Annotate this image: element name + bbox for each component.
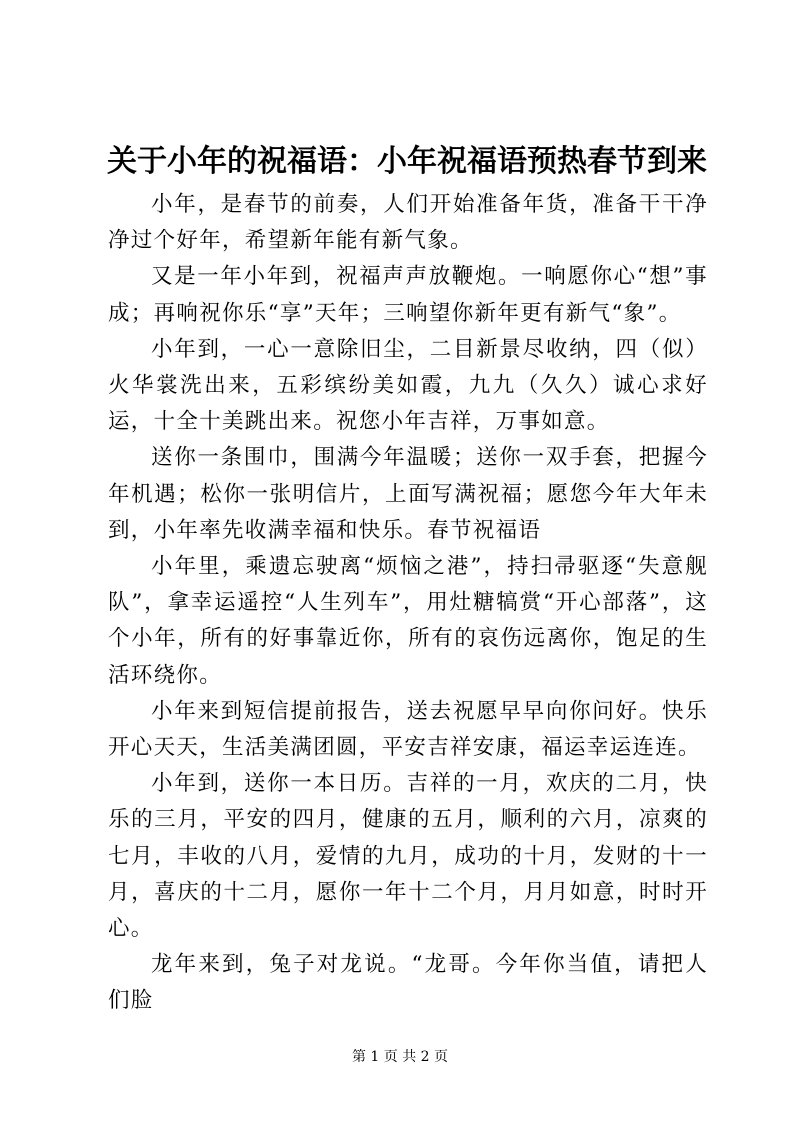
paragraph: 小年到，一心一意除旧尘，二目新景尽收纳，四（似）火华裳洗出来，五彩缤纷美如霞，九九（久久）诚心求好运，十全十美跳出来。祝您小年吉祥，万事如意。 (108, 336, 708, 435)
page-number: 第 1 页 共 2 页 (351, 1049, 449, 1065)
paragraph: 又是一年小年到，祝福声声放鞭炮。一响愿你心“想”事成；再响祝你乐“享”天年；三响望你新年更有新气“象”。 (108, 264, 708, 326)
paragraph: 小年到，送你一本日历。吉祥的一月，欢庆的二月，快乐的三月，平安的四月，健康的五月，顺利的六月，凉爽的七月，丰收的八月，爱情的九月，成功的十月，发财的十一月，喜庆的十二月，愿你一年十二个月，月月如意，时时开心。 (108, 771, 708, 942)
paragraph: 送你一条围巾，围满今年温暖；送你一双手套，把握今年机遇；松你一张明信片，上面写满祝福；愿您今年大年未到，小年率先收满幸福和快乐。春节祝福语 (108, 445, 708, 543)
paragraph: 小年，是春节的前奏，人们开始准备年货，准备干干净净过个好年，希望新年能有新气象。 (108, 192, 708, 254)
document-body (108, 187, 708, 1020)
paragraph: 龙年来到，兔子对龙说。“龙哥。今年你当值，请把人们脸 (108, 952, 708, 1014)
paragraph: 小年里，乘遗忘驶离“烦恼之港”，持扫帚驱逐“失意舰队”，拿幸运遥控“人生列车”，用灶糖犒赏“开心部落”，这个小年，所有的好事靠近你，所有的哀伤远离你，饱足的生活环绕你。 (108, 554, 708, 688)
document-title: 关于小年的祝福语：小年祝福语预热春节到来 (107, 144, 707, 179)
paragraph: 小年来到短信提前报告，送去祝愿早早向你问好。快乐开心天天，生活美满团圆，平安吉祥安康，福运幸运连连。 (108, 698, 708, 761)
page-footer (0, 1047, 800, 1067)
